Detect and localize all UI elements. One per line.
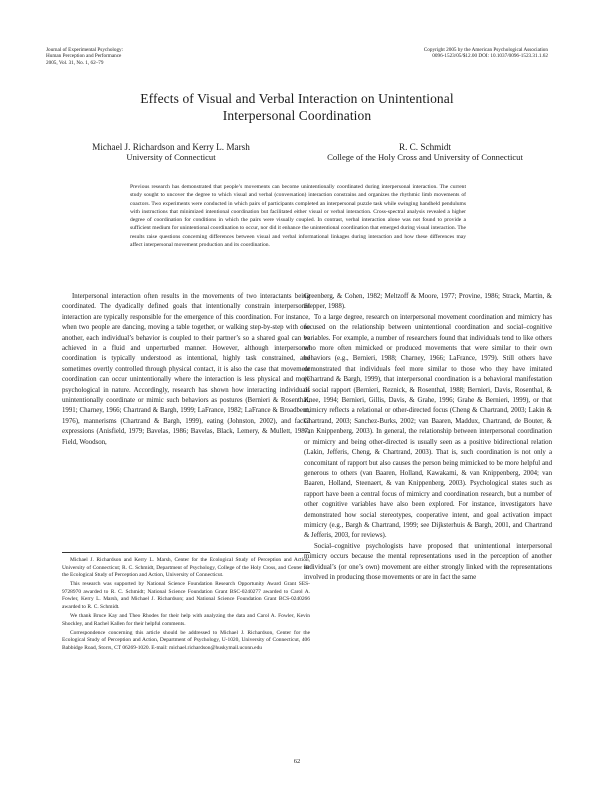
copyright-info [424,47,548,60]
abstract: Previous research has demonstrated that people’s movements can become unintentionally coordinated during interpersonal interaction. The current study sought to uncover the degree to which visual and verbal (conversation) interaction constrains and organizes the rhythmic limb movements of coactors. Two experiments were conducted in which pairs of participants completed an interpersonal puzzle task while swinging handheld pendulums with instructions that minimized intentional coordination but facilitated either visual or verbal interaction. Cross-spectral analysis revealed a higher degree of coordination for conditions in which the pairs were visually coupled. In contrast, verbal interaction alone was not found to provide a sufficient medium for unintentional coordination to occur, nor did it enhance the unintentional coordination that emerged during visual interaction. The results raise questions concerning differences between visual and verbal informational linkages during interaction and how these differences may affect interpersonal movement production and its coordination. [130,184,466,248]
author-names-1: Michael J. Richardson and Kerry L. Marsh [92,142,250,152]
author-names-2: R. C. Schmidt [398,142,452,152]
journal-subtitle: Human Perception and Performance [46,53,122,60]
page-number: 62 [293,758,301,765]
doi-line: 0096-1523/05/$12.00 DOI: 10.1037/0096-1523.31.1.62 [432,53,548,60]
journal-info [46,47,123,66]
journal-name: Journal of Experimental Psychology: [46,47,124,53]
footnote-affiliations: Michael J. Richardson and Kerry L. Marsh, Center for the Ecological Study of Perception and Action, University of Connecticut; R. C. Schmidt, Department of Psychology, College of the Holy Cross, and Center for the Ecological Study of Perception and Action, University of Connecticut. [62,557,310,579]
copyright-line: Copyright 2005 by the American Psychological Association [423,47,548,53]
author-note [62,552,310,654]
footnote-correspondence: Correspondence concerning this article should be addressed to Michael J. Richardson, Center for the Ecological Study of Perception and Action, Department of Psychology, U-1020, University of Connecticut, 406 Babbidge Road, Storrs, CT 06269-1020. E-mail: michael.richardson@huskymail.uconn.edu [62,629,310,652]
footnote-acknowledgments: We thank Bruce Kay and Theo Rhodes for their help with analyzing the data and Carol A. Fowler, Kevin Shockley, and Rachel Kallen for their helpful comments. [62,613,310,627]
body-paragraph: To a large degree, research on interpersonal movement coordination and mimicry has focused on the relationship between unintentional coordination and social–cognitive variables. For example, a number of researchers found that individuals tend to like others who more often mimicked or produced movements that were similar to their own behaviors (e.g., Bernieri, 1988; Charney, 1966; LaFrance, 1979). Still others have demonstrated that individuals feel more similar to those who they have imitated (Chartrand & Bargh, 1999), that interpersonal coordination is a behavioral manifestation of social rapport (Bernieri, Reznick, & Rosenthal, 1988; Bernieri, Davis, Rosenthal, & Knee, 1994; Bernieri, Gillis, Davis, & Grahe, 1996; Grahe & Bernieri, 1999), or that mimicry reflects a relational or other-directed focus (Cheng & Chartrand, 2003; Lakin & Chartrand, 2003; Sanchez-Burks, 2002; van Baaren, Maddux, Chartrand, de Bouter, & van Knippenberg, 2003). In general, the relationship between interpersonal coordination or mimicry and being other-directed is usually seen as a positive bidirectional relation (Lakin, Jefferis, Cheng, & Chartrand, 2003). That is, such coordination is not only a concomitant of rapport but also causes the person being mimicked to be more helpful and generous to others (van Baaren, Holland, Kawakami, & van Knippenberg, 2004; van Baaren, Holland, Steenaert, & van Knippenberg, 2003). Psychological states such as rapport have been a central focus of mimicry and coordination research, but a number of other cognitive variables have also been explored. For instance, investigators have demonstrated how social stereotypes, cooperative intent, and goal activation impact mimicry (e.g., Bargh & Chartrand, 1999; see Dijksterhuis & Bargh, 2001, and Chartrand & Jefferis, 2003, for reviews). [304,313,552,540]
title-line-2: Interpersonal Coordination [222,108,372,123]
body-paragraph: Interpersonal interaction often results in the movements of two interactants being coordinated. The dyadically defined goals that intentionally constrain interpersonal interaction are typically responsible for the emergence of this coordination. For instance, when two people are dancing, moving a table together, or walking step-by-step with one another, each individual’s behavior is coupled to their partner’s so a shared goal can be achieved in a fluid and unperturbed manner. However, although interpersonal coordination is typically understood as intentional, highly task constrained, and sometimes overtly controlled through physical contact, it is also the case that movement coordination can occur unintentionally where the interaction is less physical and more psychological in nature. Accordingly, research has shown how interacting individuals unintentionally coordinate or mimic such behaviors as postures (Bernieri & Rosenthal, 1991; Charney, 1966; Chartrand & Bargh, 1999; LaFrance, 1982; LaFrance & Broadbent, 1976), mannerisms (Chartrand & Bargh, 1999), eating (Johnston, 2002), and facial expressions (Anisfield, 1979; Bavelas, 1986; Bavelas, Black, Lemery, & Mullett, 1987; Field, Woodson, [62,293,310,446]
affiliation-2: College of the Holy Cross and University of Connecticut [327,151,523,162]
article-title [0,90,594,124]
author-block-2 [300,143,550,163]
affiliation-1: University of Connecticut [126,151,216,162]
body-paragraph-continued: Greenberg, & Cohen, 1982; Meltzoff & Moore, 1977; Provine, 1986; Strack, Martin, & Stepper, 1988). [304,293,552,311]
body-column-right [304,292,552,752]
author-block-1 [46,143,296,163]
body-paragraph: Social–cognitive psychologists have proposed that unintentional interpersonal mimicry occurs because the mental representations used in the perception of another individual’s (or one’s own) movement are either strongly linked with the representations involved in producing those movements or are in fact the same [304,542,552,581]
body-column-left [62,292,310,542]
title-line-1: Effects of Visual and Verbal Interaction on Unintentional [140,91,454,106]
journal-volume: 2005, Vol. 31, No. 1, 62–79 [46,59,104,66]
footnote-funding: This research was supported by National Science Foundation Research Opportunity Award Grant SES-9728970 awarded to R. C. Schmidt; National Science Foundation Grant BSC-0240277 awarded to Carol A. Fowler, Kerry L. Marsh, and Michael J. Richardson; and National Science Foundation Grant BCS-0240266 awarded to R. C. Schmidt. [62,581,310,611]
